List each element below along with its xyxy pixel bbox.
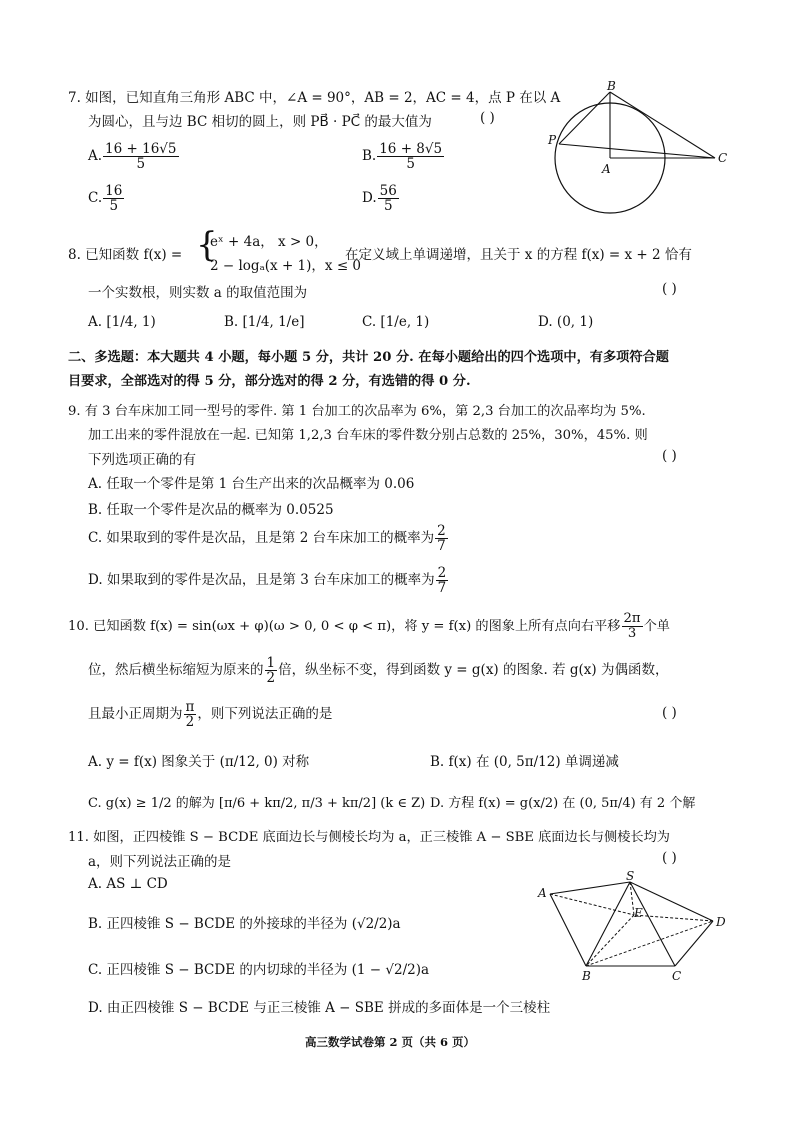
q9-line2: 加工出来的零件混放在一起. 已知第 1,2,3 台车床的零件数分别占总数的 25%，30%，45%. 则: [88, 428, 648, 443]
q8-suffix: 在定义域上单调递增，且关于 x 的方程 f(x) = x + 2 恰有: [345, 247, 692, 263]
q11-label-e: E: [634, 906, 643, 920]
q7-label-b: B: [607, 79, 616, 93]
q11-label-a: A: [538, 886, 547, 900]
q11-option-c: C. 正四棱锥 S − BCDE 的内切球的半径为 (1 − √2/2)a: [88, 962, 430, 978]
q11-line2: a，则下列说法正确的是: [88, 854, 232, 870]
q11-line1: 11. 如图，正四棱锥 S − BCDE 底面边长与侧棱长均为 a，正三棱锥 A − SBE 底面边长与侧棱长均为: [68, 830, 670, 845]
q8-brace: {: [196, 225, 218, 265]
q8-option-a: A. [1/4, 1): [88, 314, 156, 330]
q8-case2: 2 − logₐ(x + 1)，x ≤ 0: [210, 258, 362, 274]
q10-paren: ( ): [662, 705, 677, 721]
q11-option-a: A. AS ⊥ CD: [88, 876, 168, 892]
q9-option-d: D. 如果取到的零件是次品，且是第 3 台车床加工的概率为 $\frac{2}{7}$: [88, 565, 447, 597]
q7-label-a: A: [602, 162, 611, 176]
q11-option-b: B. 正四棱锥 S − BCDE 的外接球的半径为 (√2/2)a: [88, 916, 401, 932]
q7-label-c: C: [718, 151, 728, 165]
q10-option-d: D. 方程 f(x) = g(x/2) 在 (0, 5π/4) 有 2 个解: [430, 796, 696, 811]
q8-paren: ( ): [662, 281, 677, 297]
q7-line2: 为圆心，且与边 BC 相切的圆上，则 PB⃗ · PC⃗ 的最大值为: [88, 114, 432, 130]
q10-option-a: A. y = f(x) 图象关于 (π/12, 0) 对称: [88, 754, 310, 770]
q11-label-c: C: [672, 969, 682, 983]
q8-option-b: B. [1/4, 1/e]: [224, 314, 305, 330]
q9-paren: ( ): [662, 448, 677, 464]
q7-figure-circle-triangle: [545, 78, 735, 228]
page-footer: 高三数学试卷第 2 页（共 6 页）: [305, 1035, 476, 1049]
q10-option-b: B. f(x) 在 (0, 5π/12) 单调递减: [430, 754, 619, 770]
q7-option-c: C. $\frac{16}{5}$: [88, 183, 123, 215]
q10-line3: 且最小正周期为 $\frac{\pi}{2}$ ，则下列说法正确的是: [88, 699, 333, 731]
q7-option-d: D. $\frac{56}{5}$: [362, 183, 397, 215]
q8-option-d: D. (0, 1): [538, 314, 594, 330]
section-heading-line2: 目要求，全部选对的得 5 分，部分选对的得 2 分，有选错的得 0 分.: [68, 374, 471, 389]
q7-option-a: A. $\frac{16 + 16√5}{5}$: [88, 141, 177, 173]
q9-line1: 9. 有 3 台车床加工同一型号的零件. 第 1 台加工的次品率为 6%，第 2,3 台加工的次品率均为 5%.: [68, 404, 646, 419]
q7-paren: ( ): [480, 110, 495, 126]
q8-option-c: C. [1/e, 1): [362, 314, 430, 330]
q9-option-c: C. 如果取到的零件是次品，且是第 2 台车床加工的概率为 $\frac{2}{7}$: [88, 523, 446, 555]
q11-label-s: S: [626, 870, 635, 883]
q9-line3: 下列选项正确的有: [88, 452, 196, 468]
q9-option-b: B. 任取一个零件是次品的概率为 0.0525: [88, 502, 334, 518]
q7-line1: 7. 如图，已知直角三角形 ABC 中，∠A = 90°，AB = 2，AC = 4，点 P 在以 A: [68, 90, 561, 106]
q11-option-d: D. 由正四棱锥 S − BCDE 与正三棱锥 A − SBE 拼成的多面体是一个三棱柱: [88, 1000, 551, 1016]
q11-label-d: D: [716, 915, 726, 929]
q7-label-p: P: [548, 133, 557, 147]
q11-figure-pyramids: [530, 870, 730, 985]
q8-line2: 一个实数根，则实数 a 的取值范围为: [88, 285, 308, 301]
q8-prefix: 8. 已知函数 f(x) =: [68, 247, 183, 263]
q10-line1: 10. 已知函数 f(x) = sin(ωx + φ)(ω > 0, 0 < φ < π)，将 y = f(x) 的图象上所有点向右平移 $\frac{2\pi}{3}$ 个单: [68, 611, 670, 641]
q10-line2: 位，然后横坐标缩短为原来的 $\frac{1}{2}$ 倍，纵坐标不变，得到函数 y = g(x) 的图象. 若 g(x) 为偶函数，: [88, 655, 669, 687]
q11-label-b: B: [582, 969, 591, 983]
section-heading-line1: 二、多选题：本大题共 4 小题，每小题 5 分，共计 20 分. 在每小题给出的四个选项中，有多项符合题: [68, 350, 669, 365]
q10-option-c: C. g(x) ≥ 1/2 的解为 [π/6 + kπ/2, π/3 + kπ/2] (k ∈ Z): [88, 796, 426, 811]
q8-case1: eˣ + 4a， x > 0，: [210, 234, 328, 250]
q11-paren: ( ): [662, 850, 677, 866]
q9-option-a: A. 任取一个零件是第 1 台生产出来的次品概率为 0.06: [88, 476, 415, 492]
q7-option-b: B. $\frac{16 + 8√5}{5}$: [362, 141, 443, 173]
